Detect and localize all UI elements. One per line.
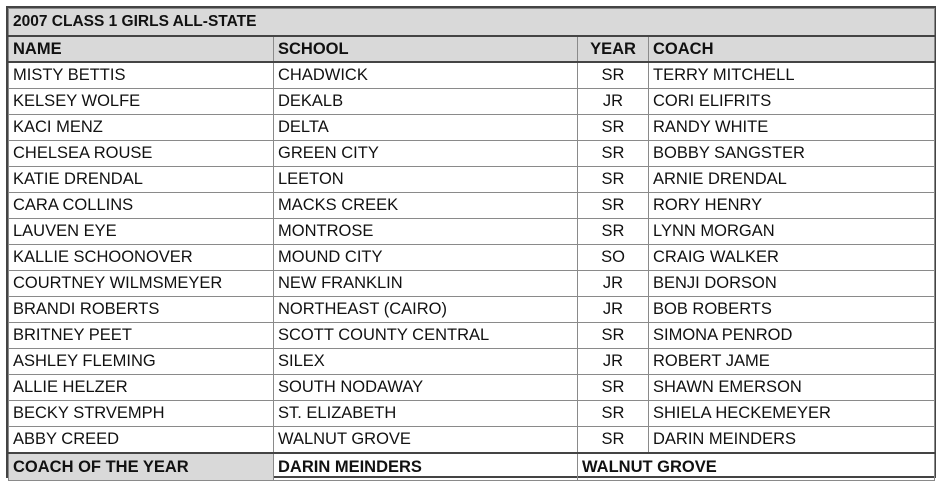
cell-year: SR	[578, 401, 649, 427]
cell-coach: ARNIE DRENDAL	[649, 167, 935, 193]
cell-school: GREEN CITY	[274, 141, 578, 167]
footer-row	[9, 453, 935, 481]
coach-of-year-school: WALNUT GROVE	[578, 453, 935, 481]
cell-coach: RORY HENRY	[649, 193, 935, 219]
cell-coach: BOB ROBERTS	[649, 297, 935, 323]
header-school: SCHOOL	[274, 36, 578, 62]
table-row	[9, 89, 935, 115]
table-row	[9, 167, 935, 193]
cell-year: SR	[578, 115, 649, 141]
cell-coach: BOBBY SANGSTER	[649, 141, 935, 167]
table-row	[9, 297, 935, 323]
table-row	[9, 323, 935, 349]
cell-year: JR	[578, 349, 649, 375]
cell-year: SR	[578, 141, 649, 167]
cell-coach: LYNN MORGAN	[649, 219, 935, 245]
cell-name: LAUVEN EYE	[9, 219, 274, 245]
cell-school: NEW FRANKLIN	[274, 271, 578, 297]
cell-coach: CORI ELIFRITS	[649, 89, 935, 115]
cell-name: MISTY BETTIS	[9, 62, 274, 89]
table-row	[9, 219, 935, 245]
cell-year: SR	[578, 427, 649, 454]
cell-coach: CRAIG WALKER	[649, 245, 935, 271]
cell-school: MOUND CITY	[274, 245, 578, 271]
cell-year: JR	[578, 297, 649, 323]
table-row	[9, 349, 935, 375]
cell-school: MACKS CREEK	[274, 193, 578, 219]
cell-name: KELSEY WOLFE	[9, 89, 274, 115]
table-row	[9, 62, 935, 89]
all-state-table	[8, 8, 935, 481]
cell-year: JR	[578, 89, 649, 115]
table-row	[9, 193, 935, 219]
cell-school: SOUTH NODAWAY	[274, 375, 578, 401]
header-year: YEAR	[578, 36, 649, 62]
table-title: 2007 CLASS 1 GIRLS ALL-STATE	[9, 9, 935, 37]
cell-name: CARA COLLINS	[9, 193, 274, 219]
cell-coach: RANDY WHITE	[649, 115, 935, 141]
table-row	[9, 427, 935, 454]
cell-name: COURTNEY WILMSMEYER	[9, 271, 274, 297]
cell-name: BRANDI ROBERTS	[9, 297, 274, 323]
cell-year: JR	[578, 271, 649, 297]
all-state-table-frame	[6, 6, 936, 478]
table-title-row	[9, 9, 935, 37]
table-row	[9, 245, 935, 271]
cell-school: DEKALB	[274, 89, 578, 115]
cell-name: KATIE DRENDAL	[9, 167, 274, 193]
cell-name: ALLIE HELZER	[9, 375, 274, 401]
table-row	[9, 401, 935, 427]
cell-year: SR	[578, 193, 649, 219]
cell-name: KALLIE SCHOONOVER	[9, 245, 274, 271]
cell-school: MONTROSE	[274, 219, 578, 245]
cell-year: SR	[578, 167, 649, 193]
cell-year: SO	[578, 245, 649, 271]
header-row	[9, 36, 935, 62]
cell-year: SR	[578, 323, 649, 349]
coach-of-year-label: COACH OF THE YEAR	[9, 453, 274, 481]
table-row	[9, 271, 935, 297]
header-coach: COACH	[649, 36, 935, 62]
cell-school: SCOTT COUNTY CENTRAL	[274, 323, 578, 349]
cell-coach: SHAWN EMERSON	[649, 375, 935, 401]
cell-name: BECKY STRVEMPH	[9, 401, 274, 427]
cell-name: BRITNEY PEET	[9, 323, 274, 349]
cell-name: ABBY CREED	[9, 427, 274, 454]
table-row	[9, 141, 935, 167]
cell-year: SR	[578, 219, 649, 245]
cell-year: SR	[578, 62, 649, 89]
cell-coach: ROBERT JAME	[649, 349, 935, 375]
header-name: NAME	[9, 36, 274, 62]
table-row	[9, 115, 935, 141]
cell-name: CHELSEA ROUSE	[9, 141, 274, 167]
cell-school: CHADWICK	[274, 62, 578, 89]
cell-school: SILEX	[274, 349, 578, 375]
table-row	[9, 375, 935, 401]
cell-coach: SHIELA HECKEMEYER	[649, 401, 935, 427]
cell-school: NORTHEAST (CAIRO)	[274, 297, 578, 323]
cell-coach: DARIN MEINDERS	[649, 427, 935, 454]
coach-of-year-name: DARIN MEINDERS	[274, 453, 578, 481]
cell-school: DELTA	[274, 115, 578, 141]
cell-name: KACI MENZ	[9, 115, 274, 141]
cell-school: LEETON	[274, 167, 578, 193]
cell-coach: TERRY MITCHELL	[649, 62, 935, 89]
cell-year: SR	[578, 375, 649, 401]
cell-coach: BENJI DORSON	[649, 271, 935, 297]
cell-coach: SIMONA PENROD	[649, 323, 935, 349]
cell-school: WALNUT GROVE	[274, 427, 578, 454]
cell-name: ASHLEY FLEMING	[9, 349, 274, 375]
cell-school: ST. ELIZABETH	[274, 401, 578, 427]
